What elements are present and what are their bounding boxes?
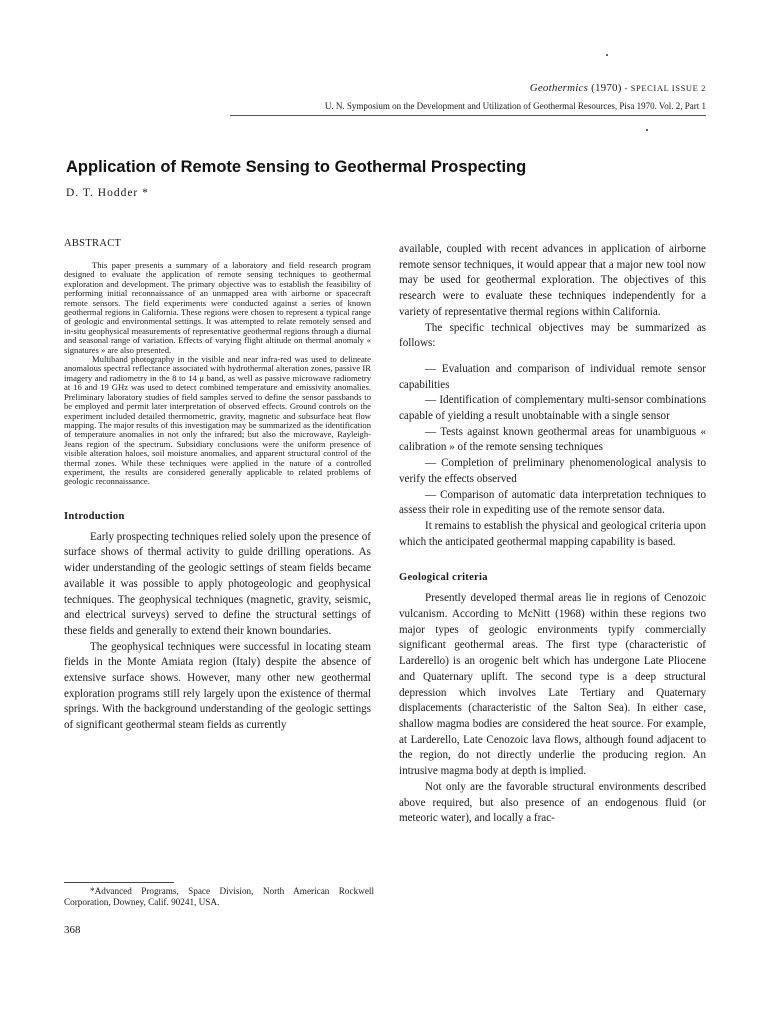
footnote-rule [64,882,174,883]
footnote [64,886,374,908]
right-column [399,242,706,827]
abstract-paragraph-2: Multiband photography in the visible and near infra-red was used to delineate anomalous spectral reflectance associated with hydrothermal alteration zones, passive IR imagery and radiometry in the 8 to 14 μ band, as well as passive microwave radiometry at 16 and 19 GHz was used to detect combined temperature and emissivity anomalies. Preliminary laboratory studies of field samples served to define the sensor passbands to be employed and permit later interpretation of observed effects. Ground controls on the experiment included detailed thermometric, gravity, magnetic and subsurface heat flow mapping. The major results of this investigation may be summarized as the identification of temperature anomalies in not only the infrared; but also the microwave, Rayleigh-Jeans region of the spectrum. Subsidiary conclusions were the uniform presence of visible alteration haloes, soil moisture anomalies, and apparent structural control of the thermal zones. While these techniques were applied in the nature of a controlled experiment, the results are considered generally applicable to related problems of geologic reconnaissance. [64,354,371,487]
geological-heading: Geological criteria [399,572,488,584]
header-rule [230,115,706,116]
introduction-paragraph-2: The geophysical techniques were successful in locating steam fields in the Monte Amiata region (Italy) despite the absence of extensive surface shows. However, many other new geothermal exploration programs still rely largely upon the existence of thermal springs. With the background understanding of the geologic settings of significant geothermal steam fields as currently [64,640,371,732]
introduction-heading: Introduction [64,510,125,522]
page-number: 368 [64,924,81,936]
abstract-body [64,261,371,487]
geological-paragraph-2: Not only are the favorable structural environments described above required, but also presence of an endogenous fluid (or meteoric water), and locally a frac- [399,780,706,825]
introduction-body [64,530,371,734]
left-column [64,238,371,734]
geological-paragraph-1: Presently developed thermal areas lie in regions of Cenozoic vulcanism. According to McNitt (1968) within these regions two major types of geologic environments typify commercially significant geothermal areas. The first type (characteristic of Larderello) is an orogenic belt which has undergone Late Pliocene and Quaternary uplift. The second type is a deep structural depression which involves Late Tertiary and Quaternary displacements (characteristic of the Salton Sea). In either case, shallow magma bodies are considered the heat source. For example, at Larderello, Late Cenozoic lava flows, although found adjacent to the region, do not directly underlie the producing region. An intrusive magma body at depth is implied. [399,592,706,778]
right-paragraph-2: The specific technical objectives may be summarized as follows: [399,321,706,350]
journal-year: (1970) [591,82,622,94]
geological-body [399,591,706,827]
journal-name: Geothermics [529,82,589,94]
dot-top [606,54,608,56]
article-author: D. T. Hodder * [66,187,149,199]
objective-item: — Evaluation and comparison of individual remote sensor capabilities [399,362,706,391]
journal-header [530,82,706,94]
journal-issue: - SPECIAL ISSUE 2 [624,83,706,93]
objectives-list [399,362,706,550]
objectives-intro [399,242,706,352]
article-title: Application of Remote Sensing to Geothermal Prospecting [66,158,527,176]
objective-item: — Comparison of automatic data interpretation techniques to assess their role in expediting use of the remote sensor data. [399,488,706,517]
introduction-paragraph-1: Early prospecting techniques relied solely upon the presence of surface shows of thermal activity to guide drilling operations. As wider understanding of the geologic settings of steam fields became available it was possible to apply photogeologic and geophysical techniques. The geophysical techniques (magnetic, gravity, seismic, and electrical surveys) served to define the structural settings of these fields and generally to extend their known boundaries. [64,530,371,637]
objective-item: — Completion of preliminary phenomenological analysis to verify the effects observed [399,457,706,485]
objective-item: — Tests against known geothermal areas for unambiguous « calibration » of the remote sensing techniques [399,425,706,454]
abstract-paragraph-1: This paper presents a summary of a laboratory and field research program designed to evaluate the application of remote sensing techniques to geothermal exploration and development. The primary objective was to establish the feasibility of performing initial reconnaissance of an unmapped area with airborne or spacecraft remote sensors. The field experiments were conducted against a series of known geothermal regions in California. These regions were chosen to represent a typical range of geologic and environmental settings. It was attempted to relate remotely sensed and in-situ geophysical measurements of representative geothermal regions through a diurnal and seasonal range of variation. Effects of varying flight altitude on thermal anomaly « signatures » are also presented. [64,260,371,355]
symposium-line: U. N. Symposium on the Development and Utilization of Geothermal Resources, Pisa 1970. Vol. 2, Part 1 [324,101,706,111]
right-paragraph-3: It remains to establish the physical and geological criteria upon which the anticipated geothermal mapping capability is based. [399,519,706,548]
right-paragraph-1: available, coupled with recent advances in application of airborne remote sensor techniques, it would appear that a major new tool now may be used for geothermal exploration. The objectives of this research were to evaluate these techniques independently for a variety of representative thermal regions within California. [399,243,706,318]
objective-item: — Identification of complementary multi-sensor combinations capable of yielding a result unobtainable with a single sensor [399,394,706,423]
dot-mid [646,129,648,131]
abstract-heading: ABSTRACT [64,238,122,249]
footnote-text: *Advanced Programs, Space Division, North American Rockwell Corporation, Downey, Calif. 90241, USA. [64,886,374,907]
